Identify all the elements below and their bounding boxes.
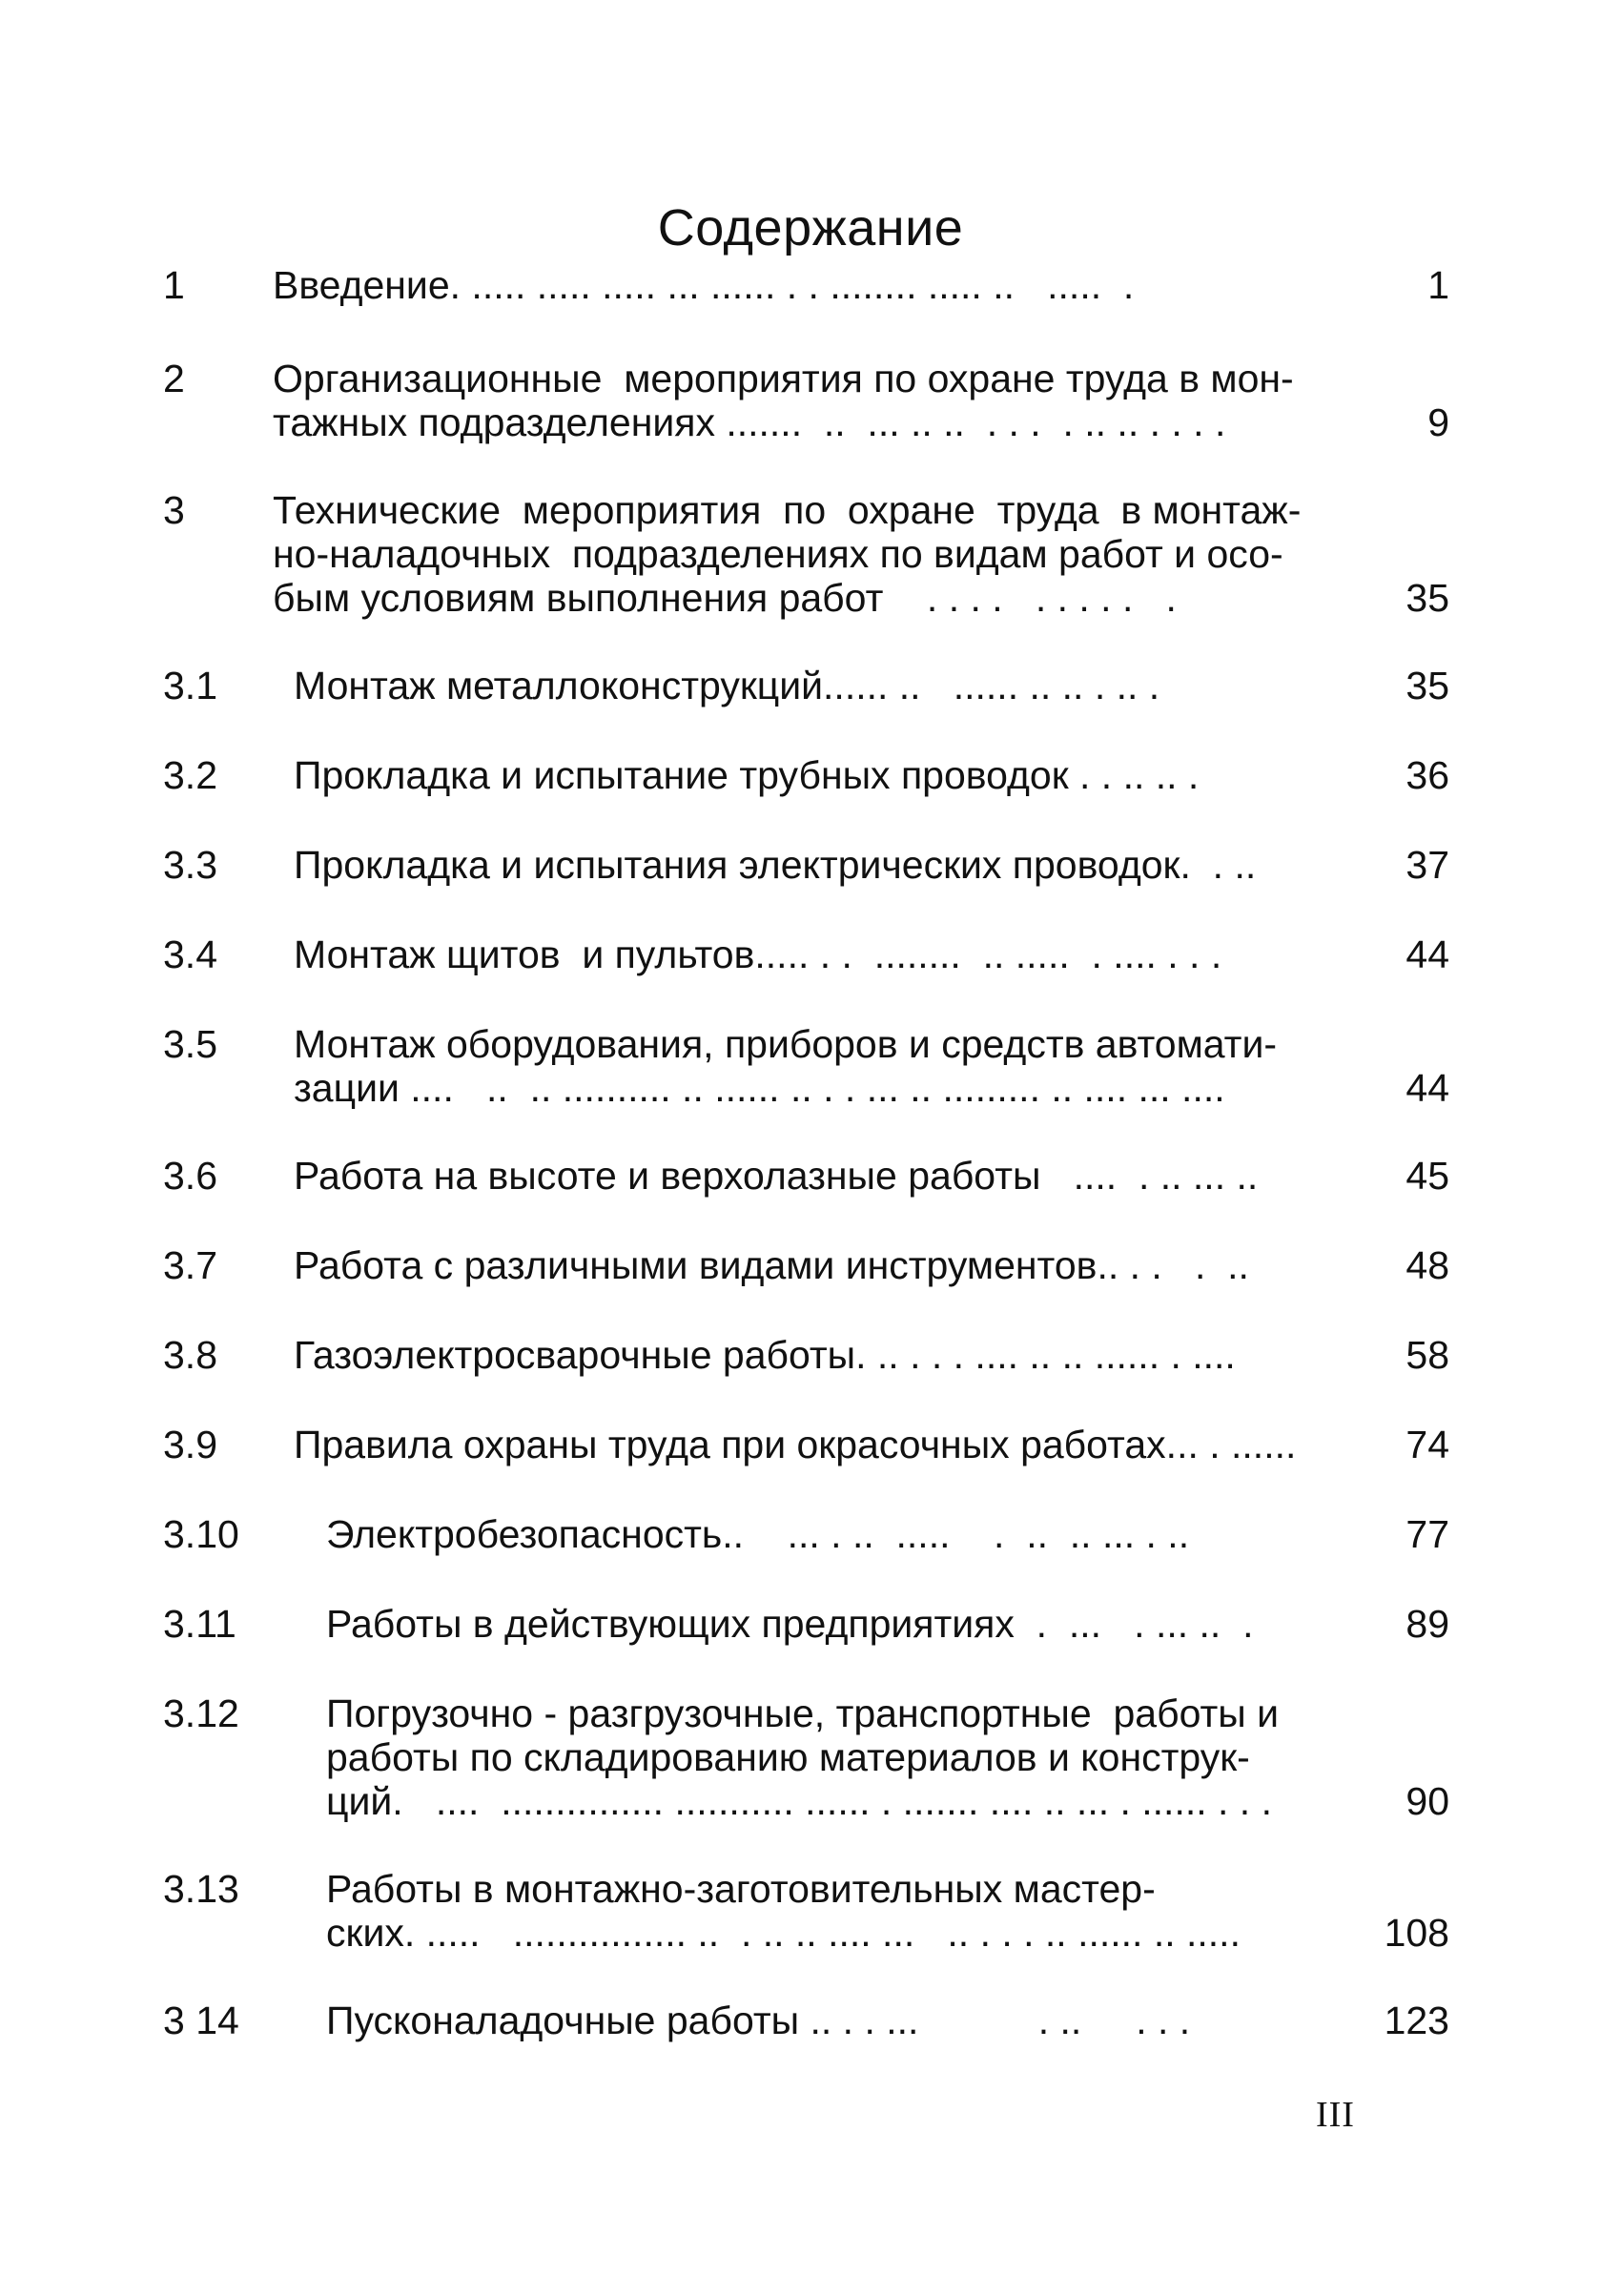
toc-entry: [0, 664, 1621, 707]
toc-entry-text: [294, 1423, 1296, 1466]
toc-entry-line: Погрузочно - разгрузочные, транспортные работы и: [326, 1691, 1280, 1735]
page-number: III: [1316, 2095, 1355, 2135]
toc-entry-number: 1: [163, 263, 185, 307]
toc-entry-text: [294, 1022, 1277, 1110]
toc-entry-page: 90: [1406, 1779, 1449, 1823]
toc-entry-text: [326, 1602, 1253, 1646]
toc-entry: [0, 1867, 1621, 1955]
toc-entry-line: Работа на высоте и верхолазные работы .... . .. ... ..: [294, 1154, 1259, 1198]
toc-entry: [0, 843, 1621, 887]
toc-entry-text: [294, 1333, 1236, 1377]
toc-entry-line: Пусконаладочные работы .. . . ... . .. . . .: [326, 1999, 1191, 2042]
toc-entry-page: 44: [1406, 1066, 1449, 1110]
toc-entry-page: 9: [1427, 400, 1449, 444]
toc-entry-number: 3.2: [163, 753, 217, 797]
toc-entry-page: 35: [1406, 664, 1449, 707]
toc-entry-page: 45: [1406, 1154, 1449, 1198]
toc-entry-line: Технические мероприятия по охране труда в монтаж-: [273, 488, 1302, 532]
toc-entry-number: 3.5: [163, 1022, 217, 1066]
toc-entry-number: 3 14: [163, 1999, 239, 2042]
toc-entry-number: 3.12: [163, 1691, 239, 1735]
toc-entry-text: [294, 843, 1256, 887]
toc-entry-text: [294, 1154, 1258, 1198]
toc-entry-page: 35: [1406, 576, 1449, 620]
toc-entry-number: 3.10: [163, 1512, 239, 1556]
toc-entry-text: [326, 1691, 1279, 1823]
toc-entry-page: 74: [1406, 1423, 1449, 1466]
toc-entry-line: ций. .... ............... ........... ...... . ....... .... .. ... . ...... . . .: [326, 1779, 1272, 1823]
toc-entry-line: ских. ..... ................ .. . .. .. .... ... .. . . . .. ...... .. .....: [326, 1911, 1241, 1955]
toc-entry-line: Электробезопасность.. ... . .. ..... . .. .. ... . ..: [326, 1512, 1190, 1556]
toc-entry-number: 3.3: [163, 843, 217, 887]
toc-entry: [0, 1691, 1621, 1823]
toc-entry: [0, 1602, 1621, 1646]
toc-entry-text: [294, 753, 1199, 797]
toc-entry-number: 2: [163, 357, 185, 400]
toc-entry-number: 3.7: [163, 1243, 217, 1287]
toc-entry-text: [326, 1999, 1190, 2042]
toc-entry-line: работы по складированию материалов и конструк-: [326, 1735, 1250, 1779]
toc-entry-text: [273, 357, 1294, 444]
toc-entry-number: 3.1: [163, 664, 217, 707]
page-title: Содержание: [657, 199, 964, 256]
toc-entry-line: Монтаж щитов и пультов..... . . ........ .. ..... . .... . . .: [294, 933, 1222, 976]
toc-entry-line: но-наладочных подразделениях по видам работ и осо-: [273, 532, 1283, 576]
toc-entry: [0, 933, 1621, 976]
toc-entry-page: 123: [1384, 1999, 1449, 2042]
toc-entry-number: 3.6: [163, 1154, 217, 1198]
toc-entry-page: 89: [1406, 1602, 1449, 1646]
toc-entry-number: 3: [163, 488, 185, 532]
toc-entry-line: Организационные мероприятия по охране труда в мон-: [273, 357, 1294, 400]
toc-entry-line: Работы в монтажно-заготовительных мастер-: [326, 1867, 1156, 1911]
toc-entry-line: Правила охраны труда при окрасочных работах... . ......: [294, 1423, 1297, 1466]
toc-entry-line: зации .... .. .. .......... .. ...... .. . . ... .. ......... .. .... ... ....: [294, 1066, 1225, 1110]
toc-entry-page: 77: [1406, 1512, 1449, 1556]
toc-entry: [0, 1512, 1621, 1556]
toc-entry: [0, 1243, 1621, 1287]
toc-entry: [0, 357, 1621, 444]
toc-entry-text: [294, 664, 1159, 707]
toc-entry-line: Прокладка и испытания электрических проводок. . ..: [294, 843, 1257, 887]
toc-entry-text: [326, 1512, 1189, 1556]
toc-entry-number: 3.4: [163, 933, 217, 976]
toc-entry-line: Работа с различными видами инструментов.. . . . ..: [294, 1243, 1249, 1287]
toc-entry: [0, 1999, 1621, 2042]
toc-entry-page: 36: [1406, 753, 1449, 797]
toc-entry-text: [294, 1243, 1249, 1287]
toc-entry-number: 3.9: [163, 1423, 217, 1466]
toc-entry-text: [273, 263, 1134, 307]
toc-entry-page: 58: [1406, 1333, 1449, 1377]
toc-entry-page: 37: [1406, 843, 1449, 887]
toc-entry: [0, 753, 1621, 797]
toc-entry-page: 1: [1427, 263, 1449, 307]
toc-entry: [0, 1423, 1621, 1466]
toc-entry-line: Прокладка и испытание трубных проводок . . .. .. .: [294, 753, 1200, 797]
toc-entry-line: Газоэлектросварочные работы. .. . . . .... .. .. ...... . ....: [294, 1333, 1236, 1377]
toc-entry-line: тажных подразделениях ....... .. ... .. .. . . . . .. .. . . . .: [273, 400, 1226, 444]
toc-entry-text: [273, 488, 1301, 620]
toc-entry: [0, 1333, 1621, 1377]
toc-entry-line: Введение. ..... ..... ..... ... ...... . . ........ ..... .. ..... .: [273, 263, 1135, 307]
toc-entry-text: [326, 1867, 1241, 1955]
toc-entry: [0, 263, 1621, 307]
toc-entry: [0, 488, 1621, 620]
toc-entry-number: 3.11: [163, 1602, 236, 1646]
toc-entry: [0, 1022, 1621, 1110]
toc-entry: [0, 1154, 1621, 1198]
toc-entry-text: [294, 933, 1221, 976]
toc-entry-page: 44: [1406, 933, 1449, 976]
toc-entry-page: 48: [1406, 1243, 1449, 1287]
toc-entry-number: 3.13: [163, 1867, 239, 1911]
toc-entry-page: 108: [1384, 1911, 1449, 1955]
toc-entry-line: Работы в действующих предприятиях . ... . ... .. .: [326, 1602, 1254, 1646]
toc-entry-number: 3.8: [163, 1333, 217, 1377]
toc-entry-line: Монтаж оборудования, приборов и средств автомати-: [294, 1022, 1278, 1066]
toc-entry-line: бым условиям выполнения работ . . . . . . . . . .: [273, 576, 1177, 620]
toc-entry-line: Монтаж металлоконструкций...... .. ...... .. .. . .. .: [294, 664, 1160, 707]
